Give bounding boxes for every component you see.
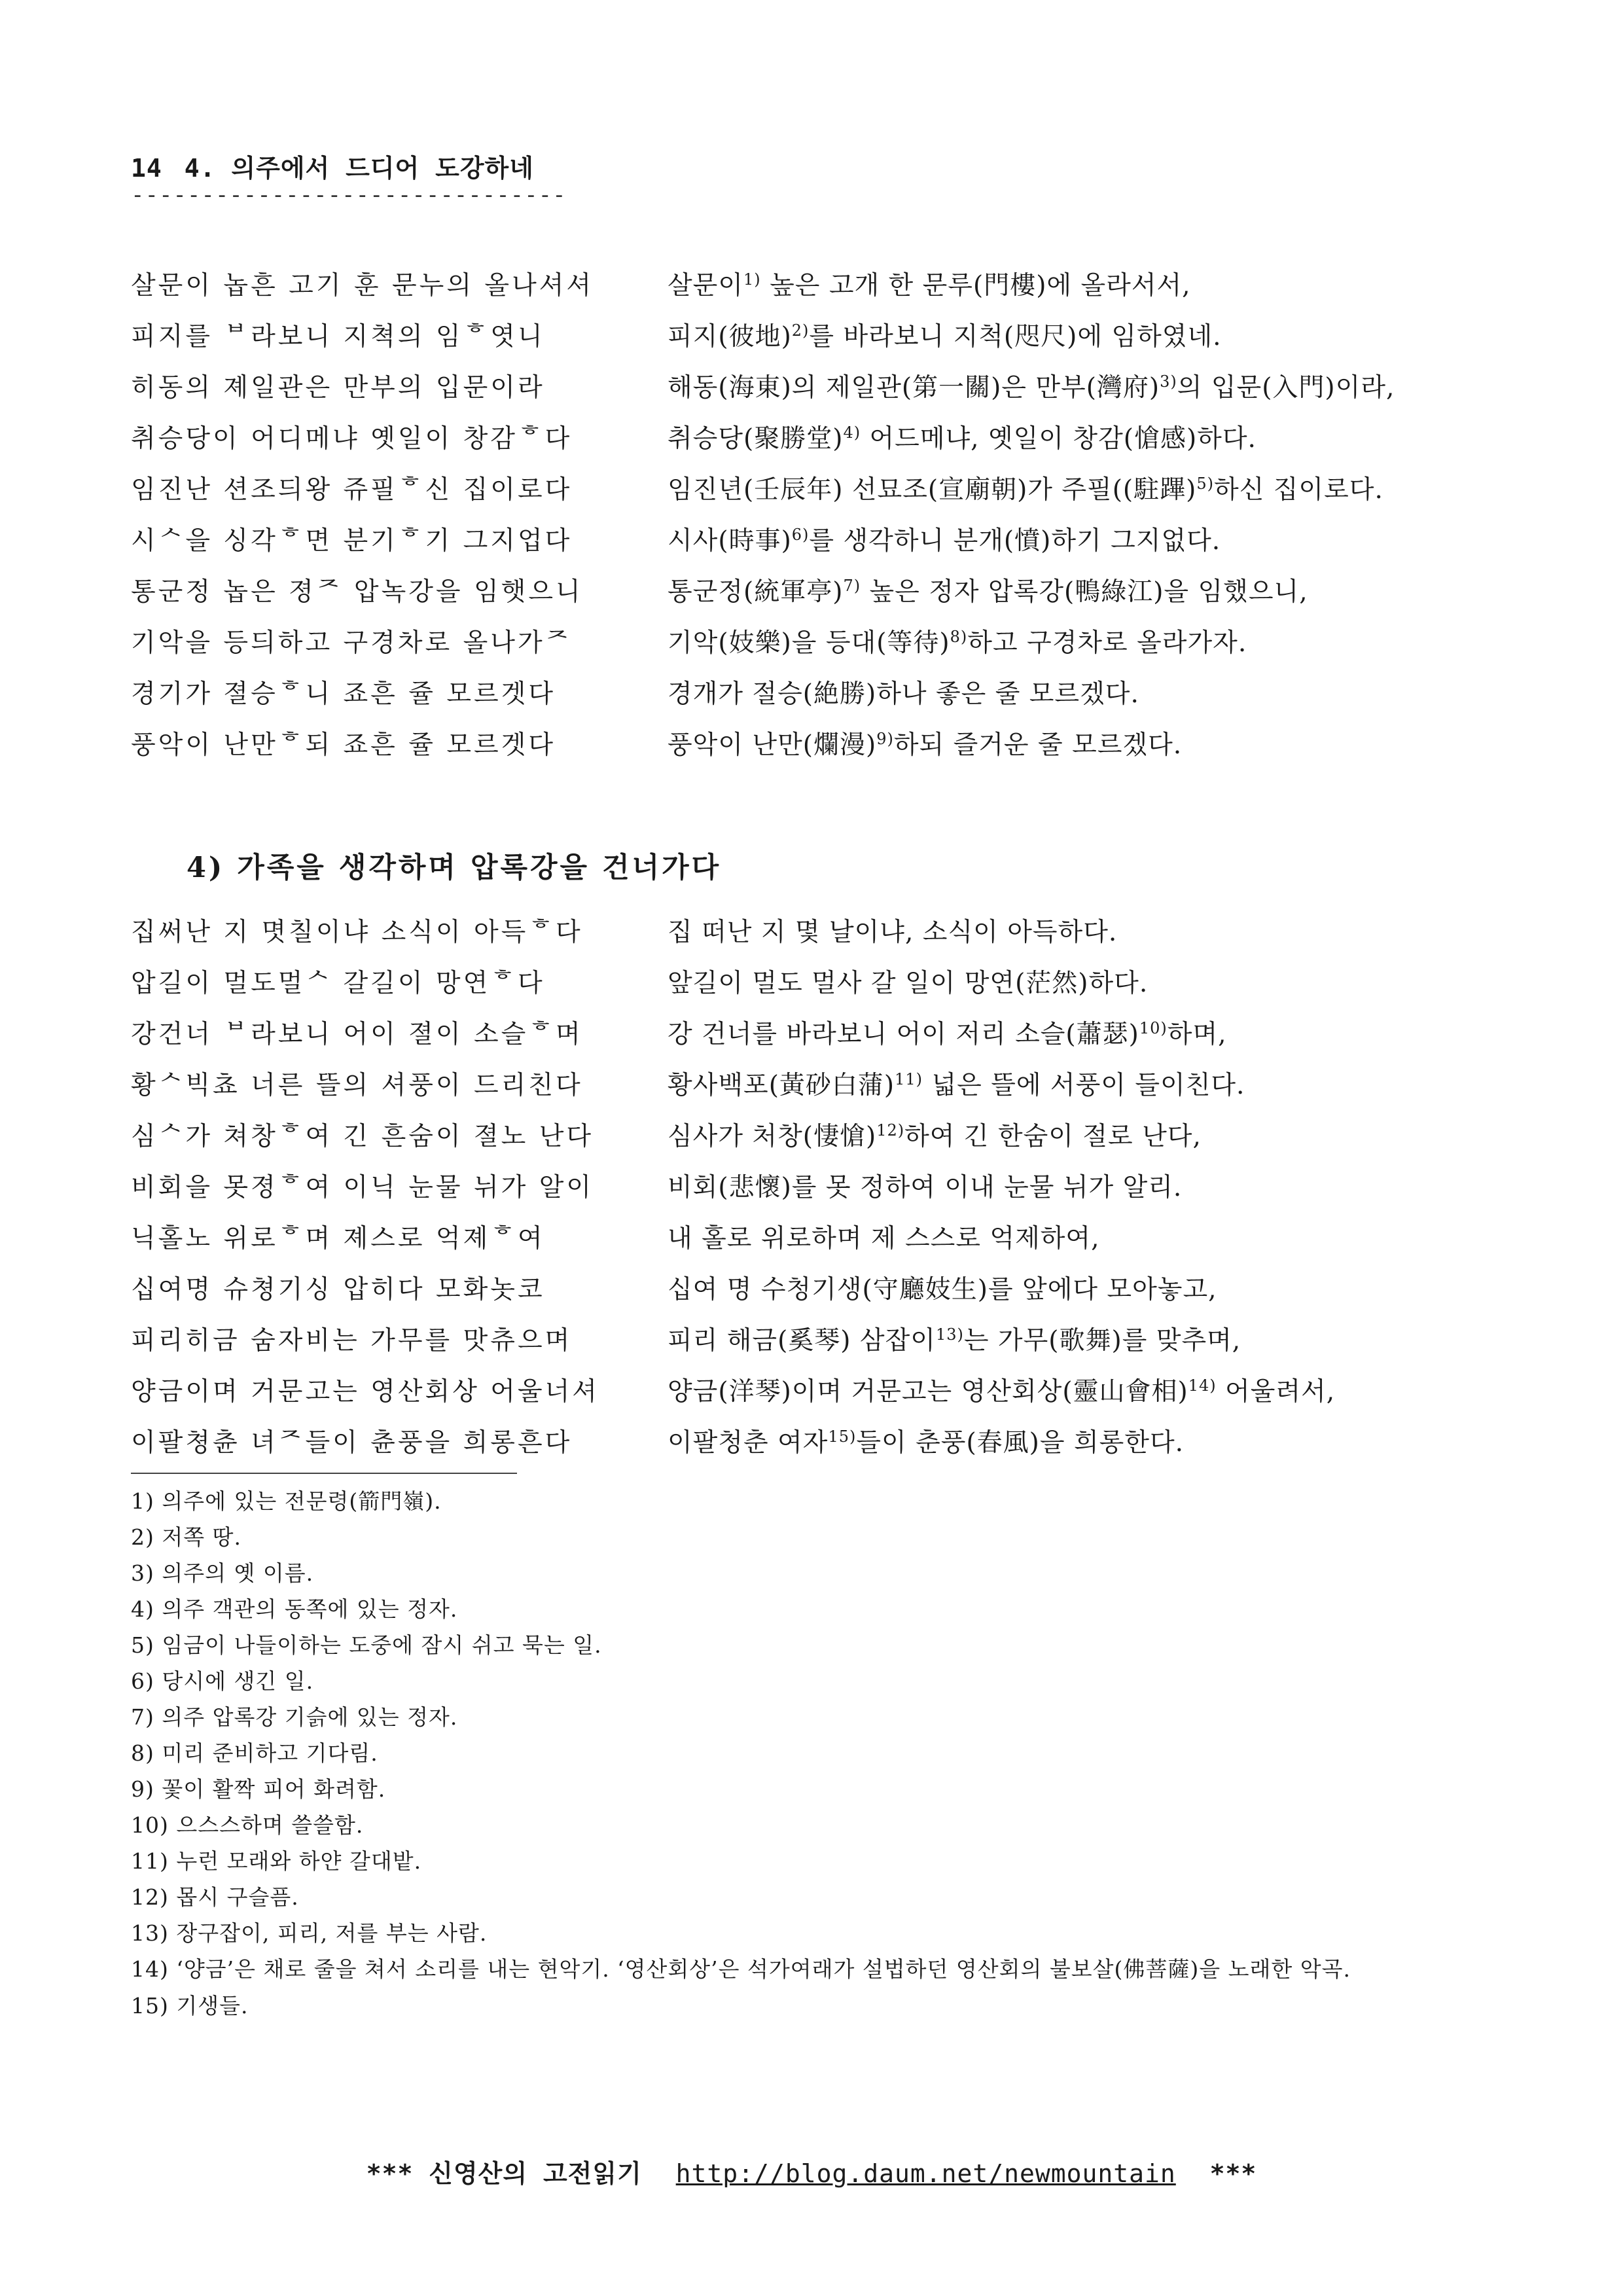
page-header xyxy=(131,148,534,184)
verse-line xyxy=(131,1160,1505,1211)
modern-text xyxy=(668,1422,1184,1459)
modern-text xyxy=(668,1116,1202,1153)
footnotes xyxy=(131,1483,1518,2024)
modern-text-rest: 어울려서, xyxy=(1216,1377,1336,1407)
original-text: 히동의 졔일관은 만부의 입문이라 xyxy=(131,373,545,403)
modern-text-main: 취승당(聚勝堂) xyxy=(668,424,844,454)
footnote-item: 2) 저쪽 땅. xyxy=(131,1524,241,1550)
verse-line xyxy=(131,905,1505,956)
page-number: 14 xyxy=(131,154,162,183)
verse-line xyxy=(131,1109,1505,1160)
footnote-ref: 12) xyxy=(876,1121,905,1139)
footer-mark-left: *** xyxy=(366,2159,414,2188)
original-text: 시ᄉ을 싱각ᄒ면 분기ᄒ기 그지업다 xyxy=(131,526,573,556)
modern-text xyxy=(668,1065,1245,1102)
modern-text xyxy=(668,1218,1100,1255)
modern-text-main: 심사가 처창(悽愴) xyxy=(668,1122,877,1151)
original-text: 풍악이 난만ᄒ되 죠흔 쥴 모르겟다 xyxy=(131,730,556,760)
verse-line xyxy=(131,1364,1505,1415)
footnote-item: 11) 누런 모래와 하얀 갈대밭. xyxy=(131,1848,422,1874)
modern-text xyxy=(668,1167,1182,1204)
modern-text-main: 십여 명 수청기생(守廳妓生)를 앞에다 모아놓고, xyxy=(668,1275,1217,1304)
modern-text-main: 비회(悲懷)를 못 정하여 이내 눈물 뉘가 알리. xyxy=(668,1173,1183,1202)
verse-line xyxy=(131,1313,1505,1364)
footnote-ref: 11) xyxy=(895,1070,923,1088)
modern-text xyxy=(668,316,1222,353)
original-text: 취승당이 어디메냐 옛일이 창감ᄒ다 xyxy=(131,424,573,454)
modern-text-main: 경개가 절승(絶勝)하나 좋은 줄 모르겠다. xyxy=(668,679,1139,709)
original-text: 피지를 ᄇ라보니 지쳑의 임ᄒ엿니 xyxy=(131,322,545,351)
section-title: 4) 가족을 생각하며 압록강을 건너가다 xyxy=(187,852,722,884)
modern-text-main: 피리 해금(奚琴) 삼잡이 xyxy=(668,1326,936,1355)
footnote-ref: 2) xyxy=(791,321,810,340)
footnote-item: 6) 당시에 생긴 일. xyxy=(131,1668,314,1694)
footnote-ref: 4) xyxy=(843,423,861,442)
modern-text-rest: 하여 긴 한숨이 절로 난다, xyxy=(904,1122,1202,1151)
modern-text-rest: 는 가무(歌舞)를 맞추며, xyxy=(963,1326,1241,1355)
footnote-item: 10) 으스스하며 쓸쓸함. xyxy=(131,1812,364,1838)
original-text: 닉홀노 위로ᄒ며 졔스로 억졔ᄒ여 xyxy=(131,1224,545,1253)
footnote-ref: 7) xyxy=(843,577,861,595)
original-text: 비회을 못졍ᄒ여 이닉 눈물 뉘가 알이 xyxy=(131,1173,594,1202)
original-text: 강건너 ᄇ라보니 어이 졀이 소슬ᄒ며 xyxy=(131,1020,583,1049)
modern-text xyxy=(668,725,1182,761)
chapter-title: 4. 의주에서 드디어 도강하네 xyxy=(184,154,534,183)
modern-text-rest: 하되 즐거운 줄 모르겠다. xyxy=(893,730,1183,760)
verse-line xyxy=(131,1415,1505,1466)
verse-line xyxy=(131,666,1505,717)
verse-line xyxy=(131,360,1505,411)
modern-text-main: 살문이 xyxy=(668,271,744,300)
footnote-item: 14) ‘양금’은 채로 줄을 쳐서 소리를 내는 현악기. ‘영산회상’은 석가여래가 설법하던 영산회의 불보살(佛菩薩)을 노래한 악곡. xyxy=(131,1956,1351,1982)
modern-text xyxy=(668,673,1139,710)
modern-text-main: 내 홀로 위로하며 제 스스로 억제하여, xyxy=(668,1224,1100,1253)
original-text: 압길이 멀도멀ᄉ 갈길이 망연ᄒ다 xyxy=(131,969,545,998)
footnote-ref: 1) xyxy=(743,270,761,289)
modern-text-main: 집 떠난 지 몇 날이냐, 소식이 아득하다. xyxy=(668,918,1118,947)
footnote-ref: 15) xyxy=(828,1427,857,1446)
verse-block-2 xyxy=(131,905,1505,1466)
verse-line xyxy=(131,1211,1505,1262)
original-text: 임진난 션조듸왕 쥬필ᄒ신 집이로다 xyxy=(131,475,573,505)
verse-line xyxy=(131,717,1505,768)
modern-text xyxy=(668,418,1257,455)
header-rule: ------------------------------- xyxy=(131,182,567,208)
modern-text-main: 시사(時事) xyxy=(668,526,792,556)
footnote-ref: 13) xyxy=(935,1325,964,1344)
footnote-item: 15) 기생들. xyxy=(131,1993,249,2018)
footnote-ref: 9) xyxy=(876,730,894,748)
footer-link[interactable]: http://blog.daum.net/newmountain xyxy=(675,2159,1176,2188)
footnote-ref: 5) xyxy=(1196,475,1215,493)
original-text: 경기가 졀승ᄒ니 죠흔 쥴 모르겟다 xyxy=(131,679,556,709)
modern-text xyxy=(668,1371,1335,1408)
footnote-item: 7) 의주 압록강 기슭에 있는 정자. xyxy=(131,1704,458,1730)
footnote-item: 9) 꽃이 활짝 피어 화려함. xyxy=(131,1776,386,1802)
modern-text-main: 황사백포(黃砂白蒲) xyxy=(668,1071,895,1100)
modern-text-rest: 의 입문(入門)이라, xyxy=(1177,373,1395,403)
original-text: 양금이며 거문고는 영산회상 어울너셔 xyxy=(131,1377,599,1407)
verse-line xyxy=(131,615,1505,666)
modern-text xyxy=(668,1014,1227,1050)
original-text: 심ᄉ가 쳐창ᄒ여 긴 흔숨이 졀노 난다 xyxy=(131,1122,594,1151)
footnote-item: 3) 의주의 옛 이름. xyxy=(131,1560,314,1586)
verse-line xyxy=(131,258,1505,309)
footnote-ref: 3) xyxy=(1160,372,1177,391)
modern-text-main: 양금(洋琴)이며 거문고는 영산회상(靈山會相) xyxy=(668,1377,1188,1407)
original-text: 이팔쳥츈 녀ᄌ들이 츈풍을 희롱흔다 xyxy=(131,1428,573,1458)
original-text: 기악을 등듸하고 구경차로 올나가ᄌ xyxy=(131,628,573,658)
modern-text-rest: 넓은 뜰에 서풍이 들이친다. xyxy=(923,1071,1245,1100)
verse-line xyxy=(131,1058,1505,1109)
footer-label: 신영산의 고전읽기 xyxy=(429,2159,642,2188)
modern-text-main: 이팔청춘 여자 xyxy=(668,1428,829,1458)
original-text: 피리히금 숨자비는 가무를 맛츄으며 xyxy=(131,1326,573,1355)
footnote-item: 12) 몹시 구슬픔. xyxy=(131,1884,299,1910)
modern-text xyxy=(668,367,1395,404)
footnote-ref: 14) xyxy=(1188,1376,1217,1395)
footnote-ref: 10) xyxy=(1139,1019,1168,1037)
modern-text-main: 앞길이 멀도 멀사 갈 일이 망연(茫然)하다. xyxy=(668,969,1149,998)
modern-text xyxy=(668,1320,1241,1357)
verse-line xyxy=(131,1262,1505,1313)
modern-text xyxy=(668,469,1383,506)
modern-text-rest: 어드메냐, 옛일이 창감(愴感)하다. xyxy=(861,424,1257,454)
verse-line xyxy=(131,513,1505,564)
verse-line xyxy=(131,411,1505,462)
modern-text-main: 강 건너를 바라보니 어이 저리 소슬(蕭瑟) xyxy=(668,1020,1139,1049)
footnote-item: 4) 의주 객관의 동쪽에 있는 정자. xyxy=(131,1596,458,1622)
modern-text-rest: 를 생각하니 분개(憤)하기 그지없다. xyxy=(809,526,1221,556)
footnote-item: 13) 장구잡이, 피리, 저를 부는 사람. xyxy=(131,1920,488,1946)
modern-text-rest: 를 바라보니 지척(咫尺)에 임하였네. xyxy=(809,322,1222,351)
modern-text-main: 임진년(壬辰年) 선묘조(宣廟朝)가 주필((駐蹕) xyxy=(668,475,1197,505)
original-text: 통군정 놉은 졍ᄌ 압녹강을 임햇으니 xyxy=(131,577,583,607)
verse-line xyxy=(131,309,1505,360)
modern-text xyxy=(668,1269,1217,1306)
modern-text-main: 피지(彼地) xyxy=(668,322,792,351)
modern-text-main: 해동(海東)의 제일관(第一關)은 만부(灣府) xyxy=(668,373,1160,403)
original-text: 집써난 지 몃칠이냐 소식이 아득ᄒ다 xyxy=(131,918,583,947)
page-footer xyxy=(0,2153,1623,2189)
original-text: 십여명 슈쳥기싱 압히다 모화놋코 xyxy=(131,1275,545,1304)
verse-line xyxy=(131,956,1505,1007)
verse-line xyxy=(131,462,1505,513)
footnote-ref: 8) xyxy=(950,628,968,646)
verse-line xyxy=(131,564,1505,615)
original-text: 살문이 놉흔 고기 훈 문누의 올나셔셔 xyxy=(131,271,594,300)
footer-mark-right: *** xyxy=(1209,2159,1257,2188)
original-text: 황ᄉ빅쵸 너른 뜰의 셔풍이 드리친다 xyxy=(131,1071,583,1100)
modern-text-rest: 높은 정자 압록강(鴨綠江)을 임했으니, xyxy=(861,577,1308,607)
footnote-item: 1) 의주에 있는 전문령(箭門嶺). xyxy=(131,1488,442,1514)
footnote-item: 5) 임금이 나들이하는 도중에 잠시 쉬고 묵는 일. xyxy=(131,1632,602,1658)
modern-text xyxy=(668,963,1148,999)
verse-block-1 xyxy=(131,258,1505,768)
modern-text-rest: 하며, xyxy=(1167,1020,1227,1049)
modern-text xyxy=(668,265,1191,302)
modern-text-rest: 높은 고개 한 문루(門樓)에 올라서서, xyxy=(760,271,1191,300)
modern-text xyxy=(668,520,1221,557)
modern-text xyxy=(668,622,1247,659)
footnote-rule xyxy=(131,1473,517,1474)
modern-text-rest: 들이 춘풍(春風)을 희롱한다. xyxy=(856,1428,1185,1458)
modern-text-rest: 하신 집이로다. xyxy=(1214,475,1383,505)
footnote-item: 8) 미리 준비하고 기다림. xyxy=(131,1740,378,1766)
footnote-ref: 6) xyxy=(791,526,810,544)
modern-text-main: 기악(妓樂)을 등대(等待) xyxy=(668,628,950,658)
modern-text xyxy=(668,571,1308,608)
modern-text-main: 통군정(統軍亭) xyxy=(668,577,844,607)
modern-text xyxy=(668,912,1117,948)
verse-line xyxy=(131,1007,1505,1058)
modern-text-rest: 하고 구경차로 올라가자. xyxy=(967,628,1247,658)
modern-text-main: 풍악이 난만(爛漫) xyxy=(668,730,877,760)
